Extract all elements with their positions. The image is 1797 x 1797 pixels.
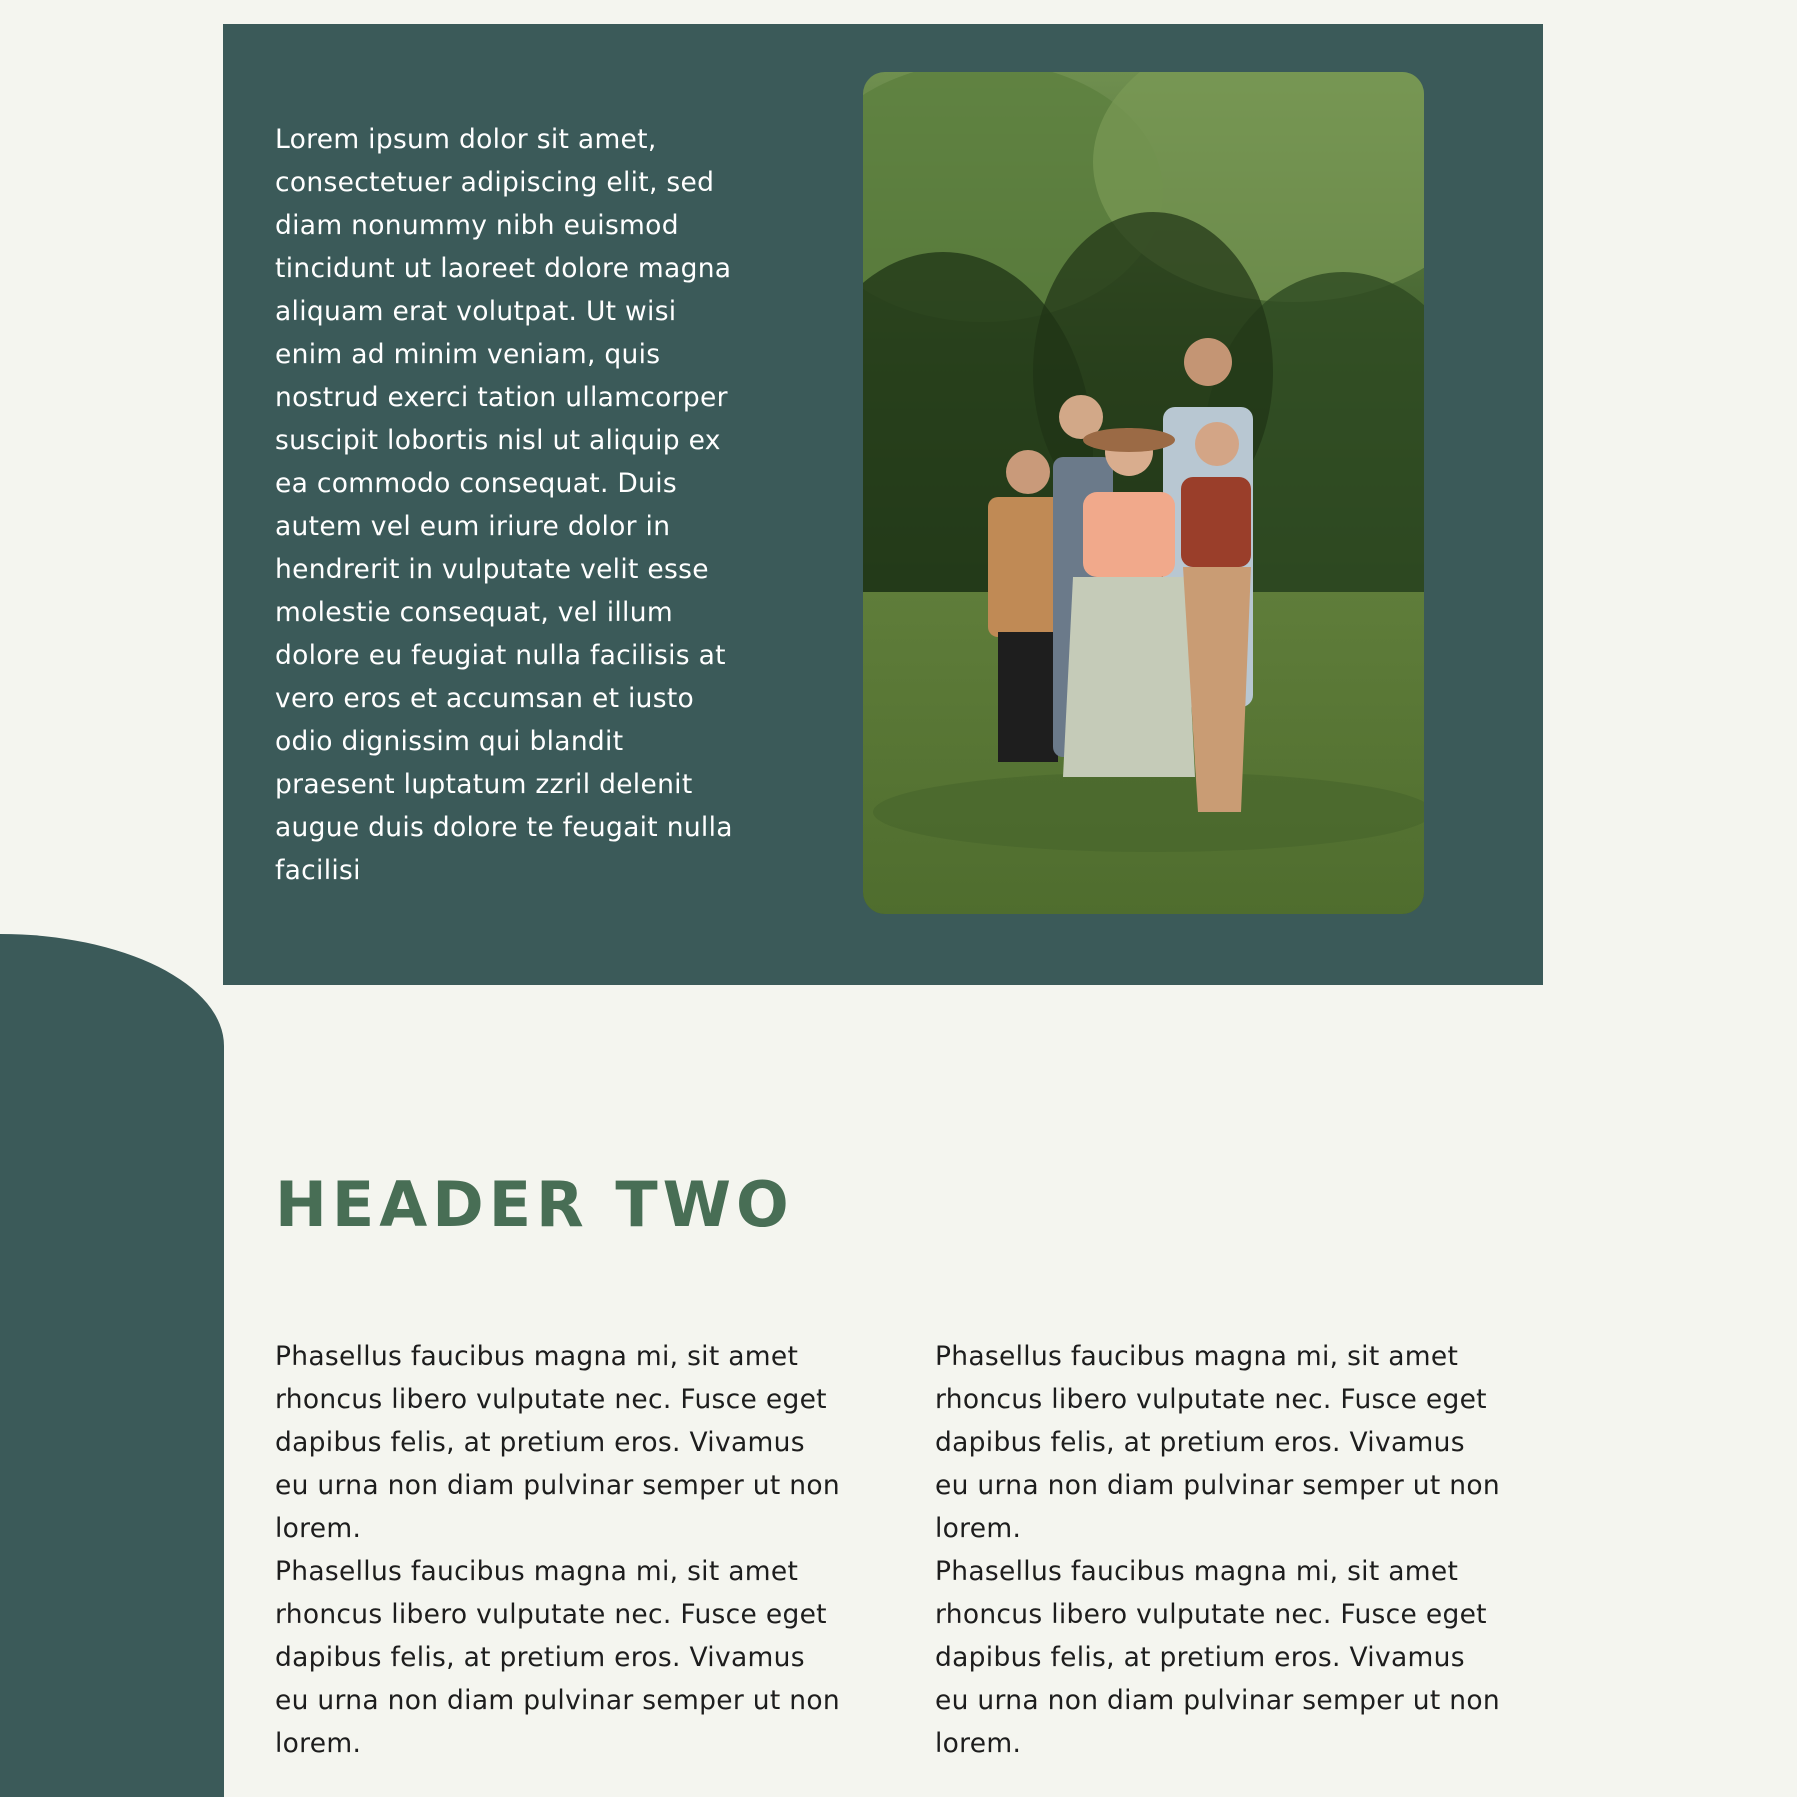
feature-paragraph: Lorem ipsum dolor sit amet, consectetuer adipiscing elit, sed diam nonummy nibh euismod tincidunt ut laoreet dolore magna aliquam erat volutpat. Ut wisi enim ad minim veniam, quis nostrud exerci tation ullamcorper suscipit lobortis nisl ut aliquip ex ea commodo consequat. Duis autem vel eum iriure dolor in hendrerit in vulputate velit esse molestie consequat, vel illum dolore eu feugiat nulla facilisis at vero eros et accumsan et iusto odio dignissim qui blandit praesent luptatum zzril delenit augue duis dolore te feugait nulla facilisi — [275, 124, 733, 886]
left-paragraph-2: Phasellus faucibus magna mi, sit amet rhoncus libero vulputate nec. Fusce eget dapibus felis, at pretium eros. Vivamus eu urna non diam pulvinar semper ut non lorem. — [275, 1556, 840, 1759]
left-text-column — [275, 1335, 845, 1765]
right-paragraph-2: Phasellus faucibus magna mi, sit amet rhoncus libero vulputate nec. Fusce eget dapibus felis, at pretium eros. Vivamus eu urna non diam pulvinar semper ut non lorem. — [935, 1556, 1500, 1759]
family-photo-illustration — [863, 72, 1424, 914]
right-paragraph-1: Phasellus faucibus magna mi, sit amet rhoncus libero vulputate nec. Fusce eget dapibus felis, at pretium eros. Vivamus eu urna non diam pulvinar semper ut non lorem. — [935, 1341, 1500, 1544]
section-title: HEADER TWO — [275, 1168, 794, 1241]
decorative-corner-shape — [0, 934, 224, 1797]
feature-block — [223, 24, 1543, 985]
family-photo — [863, 72, 1424, 914]
left-paragraph-1: Phasellus faucibus magna mi, sit amet rhoncus libero vulputate nec. Fusce eget dapibus felis, at pretium eros. Vivamus eu urna non diam pulvinar semper ut non lorem. — [275, 1341, 840, 1544]
right-text-column — [935, 1335, 1505, 1765]
